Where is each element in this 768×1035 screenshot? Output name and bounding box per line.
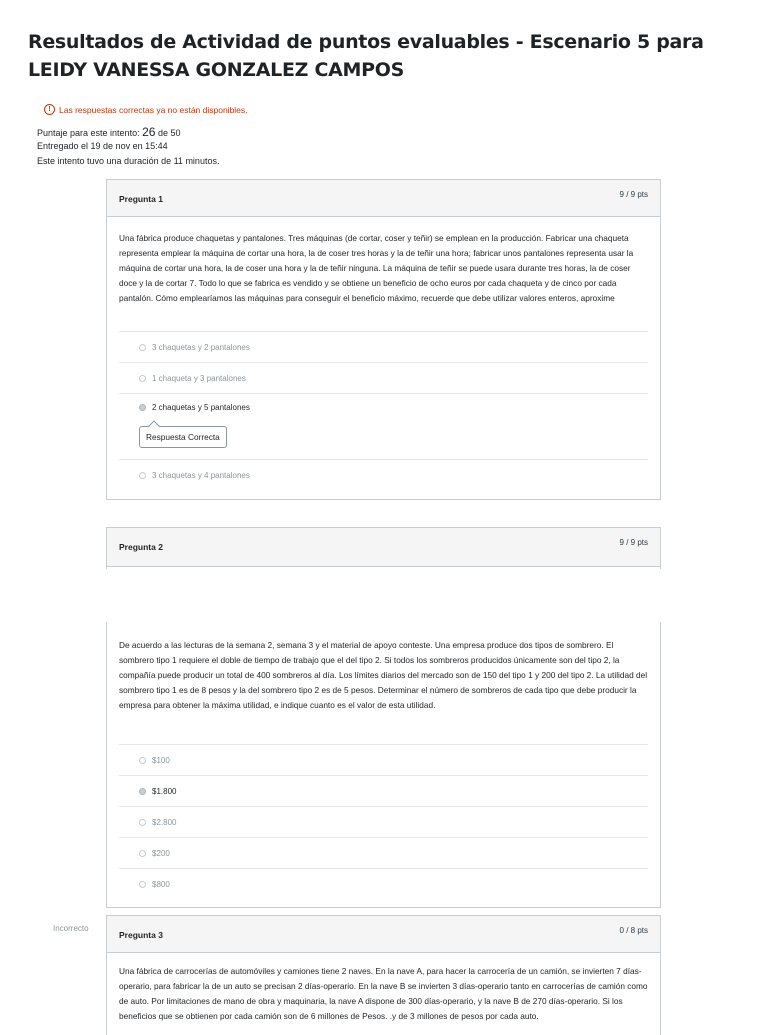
question-title: Pregunta 1 [119,194,163,204]
answer-option[interactable] [119,868,648,899]
question-text: Una fábrica produce chaquetas y pantalones. Tres máquinas (de cortar, coser y teñir) se emplean en la producción. Fabricar una chaqueta representa emplear la máquina de cortar una hora, la de coser tres horas y la de teñir una hora; fabricar unos pantalones representa usar la máquina de cortar una hora, la de coser una hora y la de teñir ninguna. La máquina de teñir se puede usara durante tres horas, la de coser doce y la de cortar 7. Todo lo que se fabrica es vendido y se obtiene un beneficio de ocho euros por cada chaqueta y de cinco por cada pantalón. Cómo emplearíamos las máquinas para conseguir el beneficio máximo, recuerde que debe utilizar valores enteros, aproxime [119,233,634,303]
score-line [37,125,181,139]
question-header [107,180,660,217]
incorrect-label: Incorrecto [53,924,89,933]
answer-label: $2.800 [152,817,177,827]
answer-label: 1 chaqueta y 3 pantalones [152,373,246,383]
answer-label: $800 [152,879,170,889]
answer-label: $100 [152,755,170,765]
question-points: 9 / 9 pts [619,538,648,547]
warning-text: Las respuestas correctas ya no están disponibles. [59,104,248,115]
answer-option[interactable] [119,331,648,362]
score-value: 26 [142,125,156,139]
warning-message [44,104,248,115]
radio-button[interactable] [139,850,146,857]
score-total: de 50 [157,128,181,138]
question-title: Pregunta 2 [119,542,163,552]
radio-button[interactable] [139,472,146,479]
question-card-3 [106,915,661,1035]
radio-button[interactable] [139,757,146,764]
answer-option[interactable] [119,837,648,868]
answer-option[interactable] [119,744,648,775]
answer-option-selected[interactable] [119,775,648,806]
question-card-2 [106,622,661,908]
question-title: Pregunta 3 [119,930,163,940]
radio-button-selected[interactable] [139,404,146,411]
answer-option[interactable] [119,459,648,490]
answer-option[interactable] [119,806,648,837]
question-text: De acuerdo a las lecturas de la semana 2, semana 3 y el material de apoyo conteste. Una empresa produce dos tipos de sombrero. El sombrero tipo 1 requiere el doble de tiempo de trabajo que el del tipo 2. Si todos los sombreros producidos únicamente son del tipo 2, la compañía puede producir un total de 400 sombreros al día. Los límites diarios del mercado son de 150 del tipo 1 y 200 del tipo 2. La utilidad del sombrero tipo 1 es de 8 pesos y la del sombrero tipo 2 es de 5 pesos. Determinar el número de sombreros de cada tipo que debe producir la empresa para obtener la máxima utilidad, e indique cuanto es el valor de esta utilidad. [119,640,648,710]
page-title: Resultados de Actividad de puntos evaluables - Escenario 5 para LEIDY VANESSA GONZALEZ CAMPOS [28,31,704,81]
answer-label: $200 [152,848,170,858]
question-points: 9 / 9 pts [619,190,648,199]
radio-button[interactable] [139,375,146,382]
answer-label: 3 chaquetas y 4 pantalones [152,470,250,480]
answer-label: 3 chaquetas y 2 pantalones [152,342,250,352]
radio-button-selected[interactable] [139,788,146,795]
question-card-2-header [106,527,661,567]
answer-label: $1.800 [152,786,177,796]
question-points: 0 / 8 pts [619,926,648,935]
score-label: Puntaje para este intento: [37,128,140,138]
answer-label: 2 chaquetas y 5 pantalones [152,403,250,412]
answer-option[interactable] [119,362,648,393]
radio-button[interactable] [139,344,146,351]
correct-answer-tag: Respuesta Correcta [139,426,227,448]
radio-button[interactable] [139,819,146,826]
radio-button[interactable] [139,881,146,888]
warning-icon: ! [44,104,55,115]
card-border [660,565,661,569]
question-card-1 [106,179,661,500]
attempt-duration: Este intento tuvo una duración de 11 minutos. [37,156,220,166]
question-header [107,528,660,567]
submitted-date: Entregado el 19 de nov en 15:44 [37,141,168,151]
question-text: Una fábrica de carrocerías de automóviles y camiones tiene 2 naves. En la nave A, para hacer la carrocería de un camión, se invierten 7 días-operario, para fabricar la de un auto se precisan 2 días-operario. En la nave B se invierten 3 días-operario tanto en carrocerías de camión como de auto. Por limitaciones de mano de obra y maquinaria, la nave A dispone de 300 días-operario, y la nave B de 270 días-operario. Si los beneficios que se obtienen por cada camión son de 6 millones de Pesos. .y de 3 millones de pesos por cada auto. [119,966,648,1021]
question-header [107,916,660,953]
card-border [106,565,107,569]
